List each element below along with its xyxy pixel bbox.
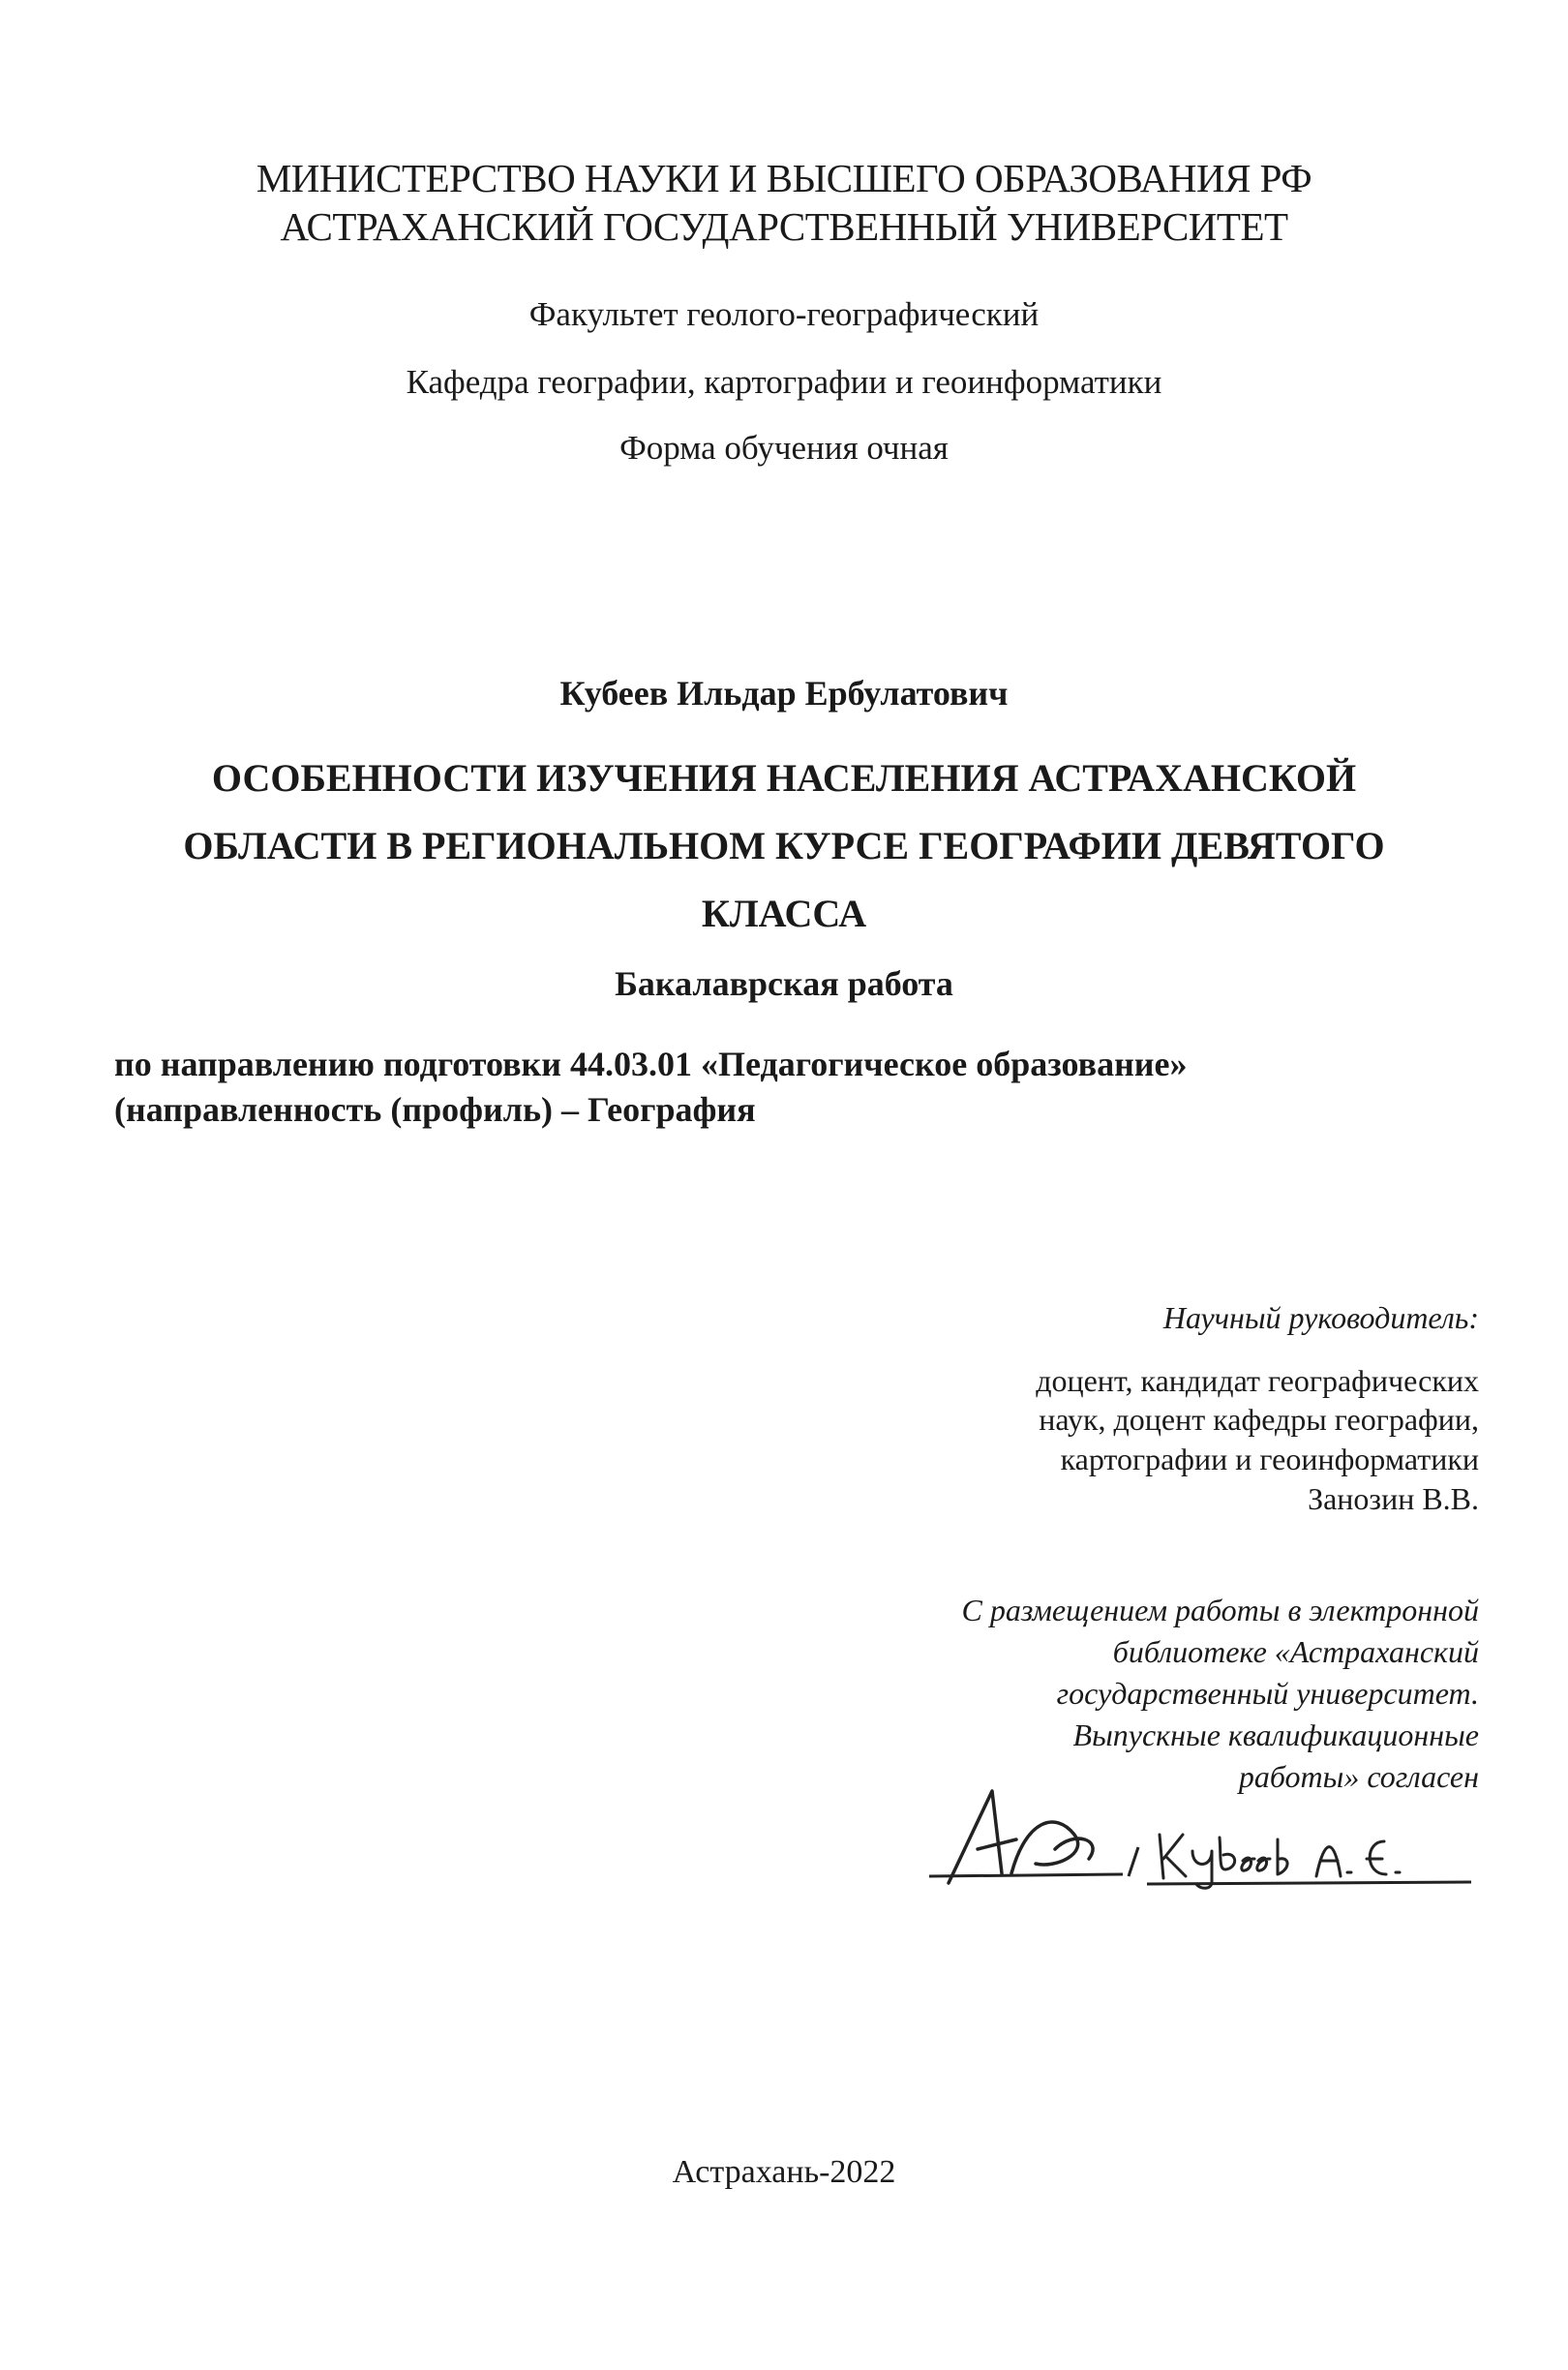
supervisor-name: Занозин В.В.: [1308, 1481, 1479, 1516]
chair-line: Кафедра географии, картографии и геоинформатики: [406, 363, 1162, 401]
supervisor-line-1: доцент, кандидат географических: [1036, 1363, 1479, 1398]
consent-line-4: Выпускные квалификационные: [1072, 1717, 1479, 1752]
supervisor-line-2: наук, доцент кафедры географии,: [1039, 1402, 1479, 1437]
university-heading: АСТРАХАНСКИЙ ГОСУДАРСТВЕННЫЙ УНИВЕРСИТЕТ: [280, 204, 1288, 249]
handwritten-signature: [910, 1781, 1491, 1898]
title-line-2: ОБЛАСТИ В РЕГИОНАЛЬНОМ КУРСЕ ГЕОГРАФИИ ДЕВЯТОГО: [183, 824, 1385, 867]
study-form-line: Форма обучения очная: [619, 429, 949, 467]
direction-line-1: по направлению подготовки 44.03.01 «Педагогическое образование»: [114, 1045, 1188, 1083]
supervisor-label: Научный руководитель:: [1162, 1300, 1479, 1335]
title-line-1: ОСОБЕННОСТИ ИЗУЧЕНИЯ НАСЕЛЕНИЯ АСТРАХАНСКОЙ: [211, 756, 1357, 800]
consent-line-3: государственный университет.: [1056, 1676, 1479, 1711]
consent-line-5: работы» согласен: [1238, 1759, 1479, 1794]
author-name: Кубеев Ильдар Ербулатович: [559, 674, 1009, 713]
ministry-heading: МИНИСТЕРСТВО НАУКИ И ВЫСШЕГО ОБРАЗОВАНИЯ РФ: [256, 156, 1312, 200]
consent-line-1: С размещением работы в электронной: [961, 1593, 1479, 1627]
work-type: Бакалаврская работа: [615, 964, 953, 1003]
supervisor-line-3: картографии и геоинформатики: [1060, 1442, 1479, 1476]
faculty-line: Факультет геолого-географический: [528, 295, 1040, 333]
title-line-3: КЛАССА: [701, 892, 867, 935]
consent-line-2: библиотеке «Астраханский: [1112, 1634, 1479, 1669]
direction-line-2: (направленность (профиль) – География: [114, 1090, 756, 1129]
city-year: Астрахань-2022: [672, 2154, 896, 2190]
